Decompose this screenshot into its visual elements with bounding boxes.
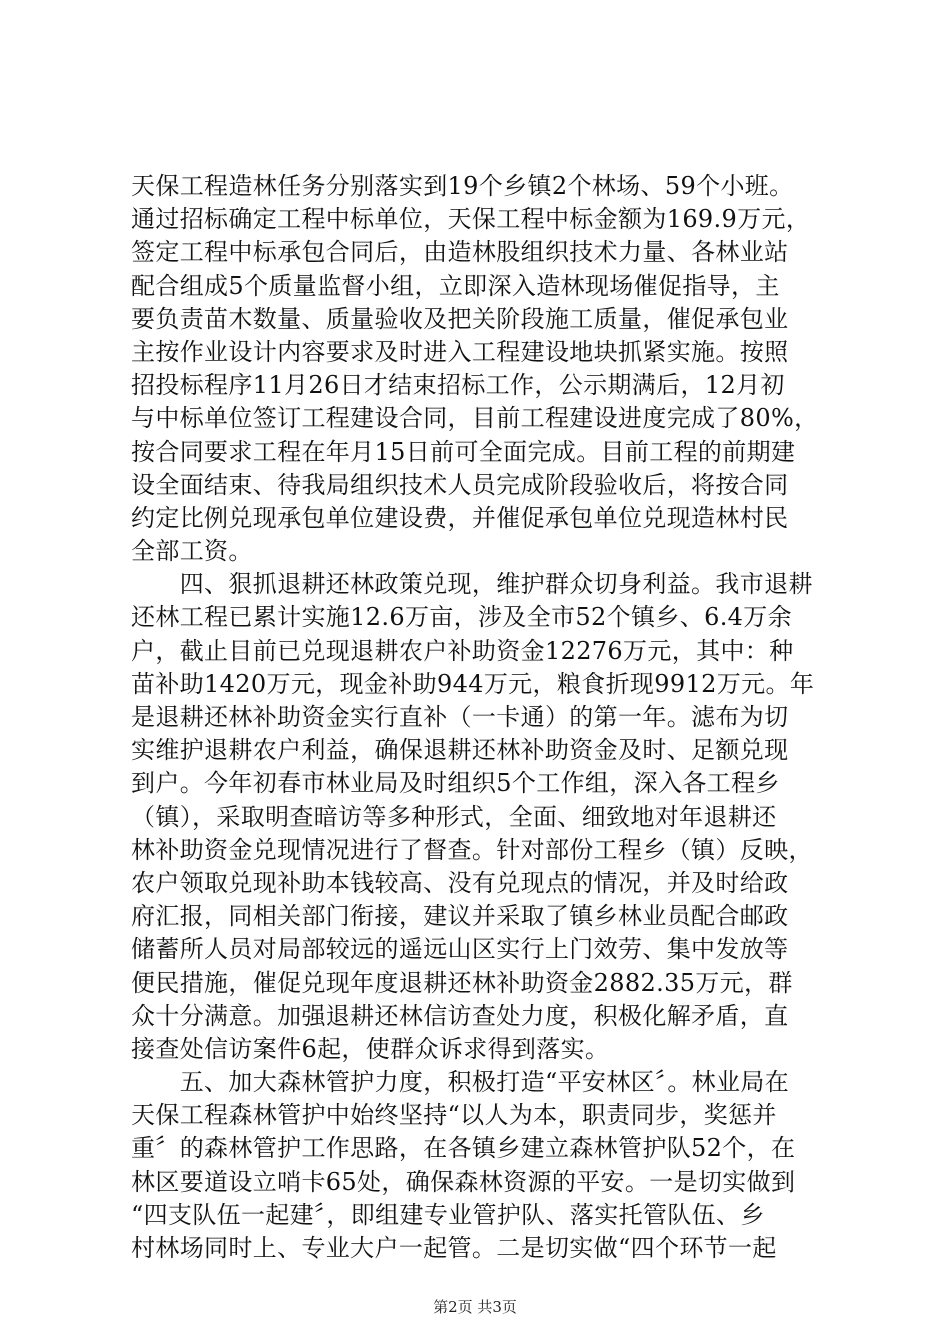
text-line: 户，截止目前已兑现退耕农户补助资金12276万元，其中：种 [131,636,794,665]
text-line: 林区要道设立哨卡65处，确保森林资源的平安。一是切实做到 [131,1167,796,1196]
text-line: 府汇报，同相关部门衔接，建议并采取了镇乡林业员配合邮政 [131,902,789,931]
text-line: 主按作业设计内容要求及时进入工程建设地块抓紧实施。按照 [131,337,789,366]
text-line: 招投标程序11月26日才结束招标工作，公示期满后，12月初 [131,371,785,400]
text-line: 约定比例兑现承包单位建设费，并催促承包单位兑现造林村民 [131,503,789,532]
text-line: 按合同要求工程在年月15日前可全面完成。目前工程的前期建 [131,437,796,466]
text-line: 四、狠抓退耕还林政策兑现，维护群众切身利益。我市退耕 [131,570,813,599]
text-line: 天保工程造林任务分别落实到19个乡镇2个林场、59个小班。 [131,172,794,200]
text-line: （镇），采取明查暗访等多种形式，全面、细致地对年退耕还 [131,802,777,831]
text-line: 与中标单位签订工程建设合同，目前工程建设进度完成了80%， [131,404,819,433]
text-line: 农户领取兑现补助本钱较高、没有兑现点的情况，并及时给政 [131,868,789,897]
text-line: 重〞的森林管护工作思路，在各镇乡建立森林管护队52个，在 [131,1134,796,1163]
text-line: 全部工资。 [131,537,253,566]
text-line: 众十分满意。加强退耕还林信访查处力度，积极化解矛盾，直 [131,1001,789,1030]
body-text [131,170,831,1265]
text-line: “四支队伍一起建〞，即组建专业管护队、落实托管队伍、乡 [131,1200,765,1229]
text-line: 储蓄所人员对局部较远的遥远山区实行上门效劳、集中发放等 [131,935,789,964]
text-line: 接查处信访案件6起，使群众诉求得到落实。 [131,1034,610,1063]
text-line: 是退耕还林补助资金实行直补（一卡通）的第一年。滤布为切 [131,703,789,731]
text-line: 实维护退耕农户利益，确保退耕还林补助资金及时、足额兑现 [131,736,789,765]
text-line: 天保工程森林管护中始终坚持“以人为本，职责同步，奖惩并 [131,1101,777,1130]
text-line: 设全面结束、待我局组织技术人员完成阶段验收后，将按合同 [131,470,789,499]
text-line: 五、加大森林管护力度，积极打造“平安林区〞。林业局在 [131,1068,790,1097]
text-line: 配合组成5个质量监督小组，立即深入造林现场催促指导，主 [131,271,780,300]
text-line: 还林工程已累计实施12.6万亩，涉及全市52个镇乡、6.4万余 [131,603,792,632]
page-number-footer: 第2页 共3页 [433,1298,517,1316]
text-line: 便民措施，催促兑现年度退耕还林补助资金2882.35万元，群 [131,968,793,997]
text-line: 苗补助1420万元，现金补助944万元，粮食折现9912万元。年 [131,669,815,698]
text-line: 到户。今年初春市林业局及时组织5个工作组，深入各工程乡 [131,769,780,798]
text-line: 签定工程中标承包合同后，由造林股组织技术力量、各林业站 [131,238,789,267]
text-line: 通过招标确定工程中标单位，天保工程中标金额为169.9万元， [131,205,811,234]
text-line: 林补助资金兑现情况进行了督查。针对部份工程乡（镇）反映， [131,835,813,864]
text-line: 村林场同时上、专业大户一起管。二是切实做“四个环节一起 [131,1234,777,1262]
text-line: 要负责苗木数量、质量验收及把关阶段施工质量，催促承包业 [131,304,789,333]
